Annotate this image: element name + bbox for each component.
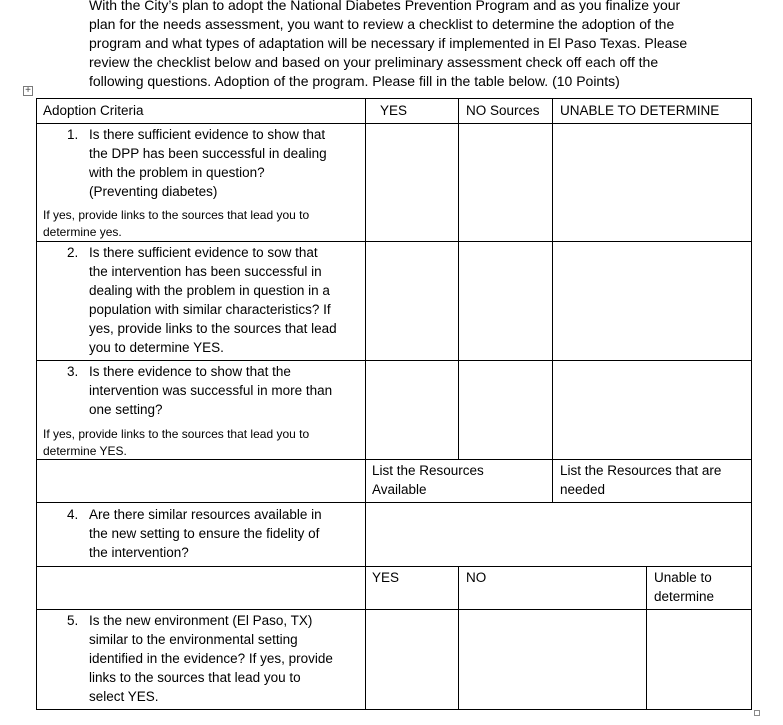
header-resources-available [368,461,488,499]
header-line: determine [654,589,715,604]
question-number: 3. [67,364,79,379]
question-line: the DPP has been successful in dealing [89,146,327,161]
header-resources-needed [556,461,725,499]
note-line: If yes, provide links to the sources that lead you to [43,427,310,441]
question-line: Are there similar resources available in [89,507,322,522]
answer-cell-q2-unable[interactable] [553,242,751,360]
question-text [89,125,327,201]
header-line: Unable to [654,570,712,585]
header-unable-to-determine: UNABLE TO DETERMINE [560,103,720,118]
question-line: the intervention? [89,545,189,560]
question-line: Is there evidence to show that the [89,364,291,379]
table-border-right [751,98,752,710]
instructions-line: following questions. Adoption of the program. Please fill in the table below. (10 Points) [89,73,620,89]
header-line: List the Resources that are [560,463,722,478]
answer-cell-q3-yes[interactable] [366,361,458,459]
answer-cell-q3-unable[interactable] [553,361,751,459]
question-number: 5. [67,613,79,628]
question-line: intervention was successful in more than [89,383,333,398]
header-no: NO [466,570,487,585]
header-adoption-criteria: Adoption Criteria [43,103,144,118]
question-text [89,505,322,562]
answer-cell-q5-unable[interactable] [647,610,751,709]
answer-cell-q3-no-sources[interactable] [459,361,552,459]
question-number: 1. [67,127,79,142]
table-border-bottom [36,709,752,710]
table-border-top [36,98,752,99]
table-row-divider [36,459,752,460]
instructions-line: With the City’s plan to adopt the National Diabetes Prevention Program and as you finalize your [89,0,681,13]
question-line: yes, provide links to the sources that lead [89,321,337,336]
answer-cell-q1-no-sources[interactable] [459,124,552,241]
answer-cell-q1-unable[interactable] [553,124,751,241]
answer-cell-q4-available[interactable] [366,503,552,566]
question-line: Is there sufficient evidence to show that [89,127,326,142]
instructions-line: program and what types of adaptation will be necessary if implemented in El Paso Texas. Please [89,35,688,51]
table-border-left [36,98,37,710]
question-line: similar to the environmental setting [89,632,298,647]
header-yes: YES [380,103,408,118]
header-no-sources: NO Sources [466,103,540,118]
header-line: Available [372,482,427,497]
header-line: List the Resources [372,463,484,478]
question-line: identified in the evidence? If yes, provide [89,651,333,666]
question-line: population with similar characteristics? If [89,302,331,317]
note-line: determine YES. [43,443,127,458]
instructions-line: plan for the needs assessment, you want to review a checklist to determine the adoption of the [89,16,675,32]
answer-cell-q1-yes[interactable] [366,124,458,241]
question-3-note [43,426,361,459]
question-line: (Preventing diabetes) [89,184,218,199]
table-resize-handle-icon[interactable] [754,710,760,716]
question-line: links to the sources that lead you to [89,670,301,685]
question-line: the new setting to ensure the fidelity of [89,526,320,541]
question-line: select YES. [89,689,159,704]
question-line: you to determine YES. [89,340,224,355]
question-line: one setting? [89,402,163,417]
note-line: If yes, provide links to the sources that lead you to [43,208,310,222]
answer-cell-q2-no-sources[interactable] [459,242,552,360]
question-text [89,611,333,706]
question-number: 4. [67,507,79,522]
table-move-handle-icon[interactable]: + [23,86,33,96]
question-text [89,243,337,357]
instructions-line: review the checklist below and based on your preliminary assessment check off each off the [89,54,659,70]
answer-cell-q2-yes[interactable] [366,242,458,360]
question-text [89,362,332,419]
answer-cell-q5-yes[interactable] [366,610,458,709]
answer-cell-q4-needed[interactable] [553,503,751,566]
question-number: 2. [67,245,79,260]
header-yes-2: YES [372,570,400,585]
question-line: the intervention has been successful in [89,264,322,279]
question-1-note [43,207,361,240]
header-line: needed [560,482,606,497]
header-unable-to-determine-2 [650,568,718,606]
instructions-paragraph [89,0,749,91]
question-line: dealing with the problem in question in a [89,283,330,298]
question-line: Is there sufficient evidence to sow that [89,245,318,260]
question-line: Is the new environment (El Paso, TX) [89,613,313,628]
question-line: with the problem in question? [89,165,265,180]
answer-cell-q5-no[interactable] [459,610,646,709]
note-line: determine yes. [43,224,122,239]
table-row-divider [36,566,752,567]
